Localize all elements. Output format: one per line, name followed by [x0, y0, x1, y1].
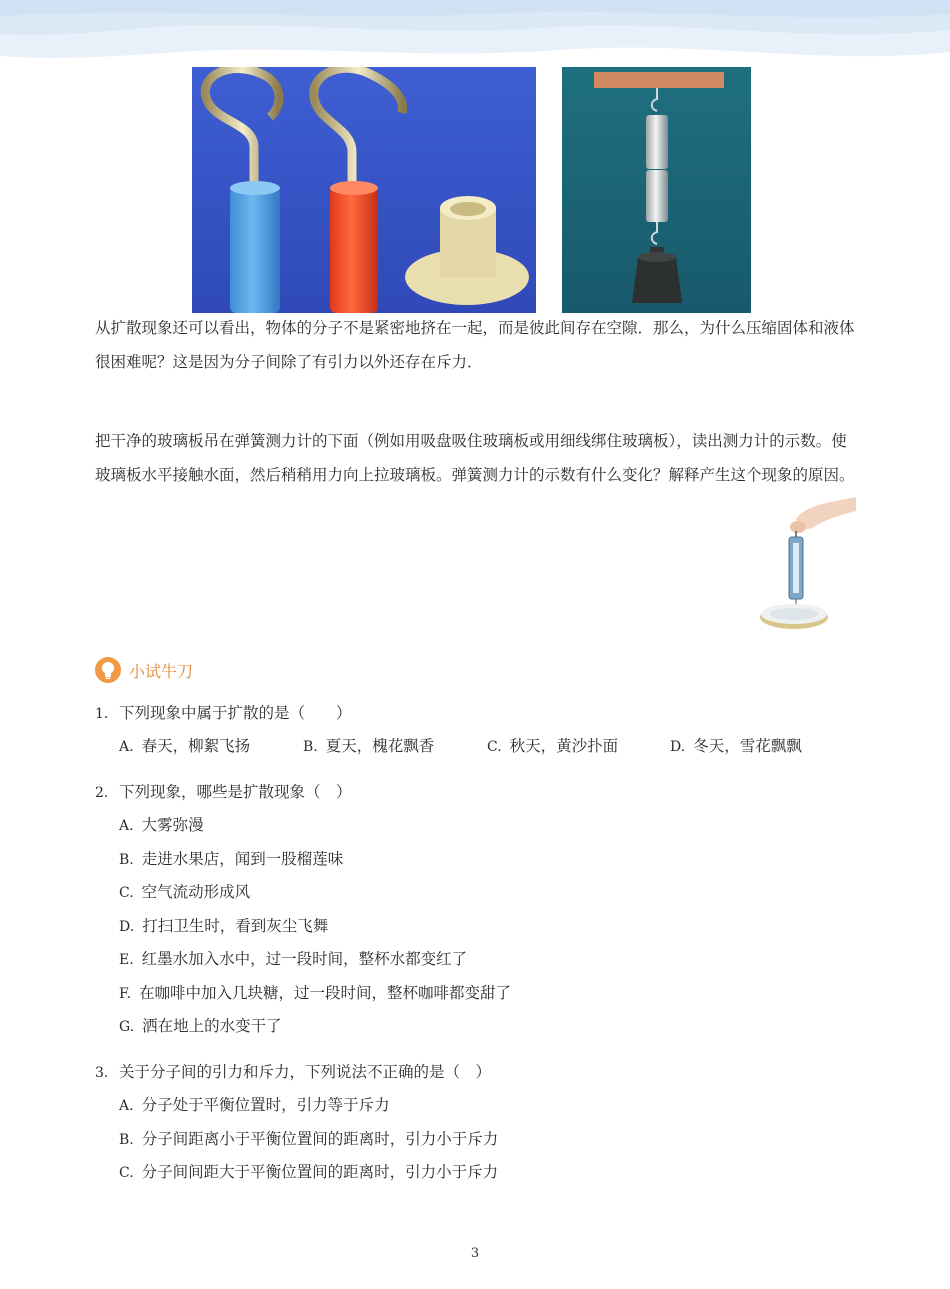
- option-text: 分子间距离小于平衡位置间的距离时，引力小于斥力: [141, 1130, 499, 1148]
- option-text: 红墨水加入水中，过一段时间，整杯水都变红了: [141, 950, 468, 968]
- question-3: [95, 1056, 855, 1091]
- option-3a: [119, 1089, 390, 1124]
- spring-scale-glass-photo: [756, 497, 856, 633]
- question-number: 3.: [95, 1065, 109, 1081]
- option-text: 分子处于平衡位置时，引力等于斥力: [141, 1096, 390, 1114]
- option-letter: G.: [119, 1019, 135, 1035]
- option-2c: [119, 876, 250, 911]
- question-1: [95, 697, 855, 732]
- option-text: 空气流动形成风: [141, 883, 251, 901]
- option-1b: [303, 730, 434, 765]
- option-text: 春天，柳絮飞扬: [141, 737, 251, 755]
- option-letter: C.: [487, 739, 502, 755]
- lead-cylinders-photo: [192, 67, 536, 313]
- option-text: 分子间间距大于平衡位置间的距离时，引力小于斥力: [141, 1163, 499, 1181]
- option-text: 走进水果店，闻到一股榴莲味: [141, 850, 344, 868]
- lightbulb-icon: [95, 657, 121, 683]
- option-3b: [119, 1123, 498, 1158]
- option-2f: [119, 977, 511, 1012]
- option-letter: A.: [119, 739, 134, 755]
- page-number: 3: [470, 1246, 480, 1261]
- option-2e: [119, 943, 467, 978]
- option-letter: D.: [119, 919, 135, 935]
- option-text: 洒在地上的水变干了: [142, 1017, 282, 1035]
- section-title: 小试牛刀: [129, 661, 194, 681]
- option-letter: A.: [119, 818, 134, 834]
- option-2b: [119, 843, 343, 878]
- option-letter: B.: [303, 739, 318, 755]
- option-2a: [119, 809, 204, 844]
- paragraph-glass-plate-experiment: 把干净的玻璃板吊在弹簧测力计的下面（例如用吸盘吸住玻璃板或用细线绑住玻璃板），读出测力计的示数。使玻璃板水平接触水面，然后稍稍用力向上拉玻璃板。弹簧测力计的示数有什么变化？解释产生这个现象的原因。: [95, 432, 855, 484]
- option-letter: C.: [119, 885, 134, 901]
- option-1d: [670, 730, 802, 765]
- option-text: 冬天，雪花飘飘: [693, 737, 802, 755]
- option-3c: [119, 1156, 498, 1191]
- option-2g: [119, 1010, 282, 1045]
- option-letter: B.: [119, 852, 134, 868]
- option-letter: C.: [119, 1165, 134, 1181]
- option-text: 在咖啡中加入几块糖，过一段时间，整杯咖啡都变甜了: [138, 984, 511, 1002]
- option-2d: [119, 910, 328, 945]
- option-letter: F.: [119, 986, 131, 1002]
- header-wave-decoration: [0, 0, 950, 70]
- option-letter: E.: [119, 952, 134, 968]
- option-letter: D.: [670, 739, 686, 755]
- option-1c: [487, 730, 618, 765]
- option-text: 秋天，黄沙扑面: [509, 737, 619, 755]
- section-header: [95, 656, 193, 684]
- option-text: 大雾弥漫: [141, 816, 204, 834]
- question-number: 2.: [95, 785, 109, 801]
- option-letter: B.: [119, 1132, 134, 1148]
- question-stem: 下列现象中属于扩散的是（ ）: [119, 704, 352, 722]
- paragraph-repulsion: 从扩散现象还可以看出，物体的分子不是紧密地挤在一起，而是彼此间存在空隙．那么，为什么压缩固体和液体很困难呢？这是因为分子间除了有引力以外还存在斥力．: [95, 319, 855, 371]
- question-2: [95, 776, 855, 811]
- option-letter: A.: [119, 1098, 134, 1114]
- question-stem: 下列现象，哪些是扩散现象（ ）: [119, 783, 352, 801]
- option-text: 夏天，槐花飘香: [325, 737, 435, 755]
- question-stem: 关于分子间的引力和斥力，下列说法不正确的是（ ）: [119, 1063, 492, 1081]
- question-number: 1.: [95, 706, 109, 722]
- option-1a: [119, 730, 250, 765]
- hanging-lead-cylinders-photo: [562, 67, 751, 313]
- option-text: 打扫卫生时，看到灰尘飞舞: [142, 917, 329, 935]
